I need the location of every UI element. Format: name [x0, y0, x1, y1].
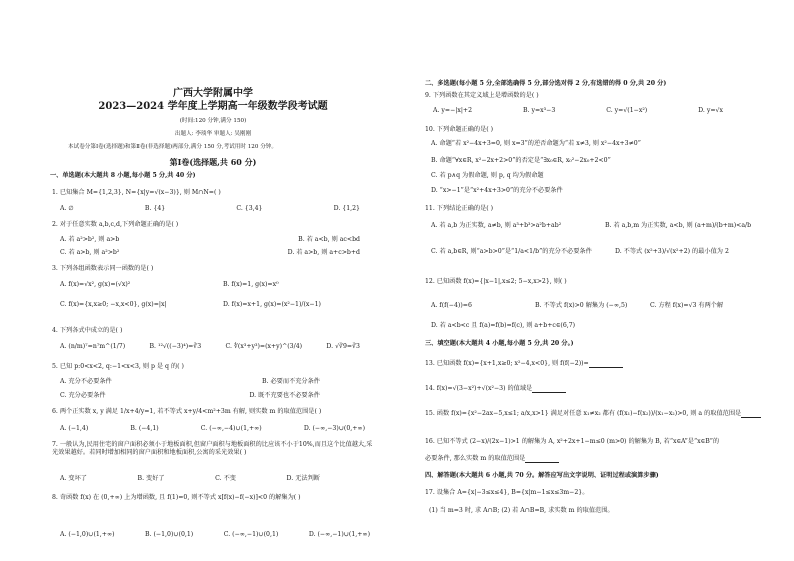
q16-stem-line1: 16. 已知不等式 (2−x)/(2x−1)>1 的解集为 A, x²+2x+1−m≤0 (m>0) 的解集为 B, 若“x∈A”是“x∈B”的 [425, 438, 720, 445]
q14-stem [425, 385, 760, 393]
q4-option-c: C. ∜(x³+y³)=(x+y)^(3/4) [225, 343, 303, 350]
q14-blank [532, 386, 566, 393]
q3-option-d: D. f(x)=x+1, g(x)=(x²−1)/(x−1) [223, 301, 321, 308]
q6-option-a: A. (−1,4) [60, 425, 89, 432]
q2-option-b: B. 若 a<b, 则 ac<bd [298, 236, 360, 243]
q6-option-b: B. (−4,1) [130, 425, 159, 432]
q11-option-c: C. 若 a,b∈R, 则“a>b>0”是“1/a<1/b”的充分不必要条件 [431, 248, 592, 255]
q4-stem: 4. 下列各式中成立的是( ) [52, 327, 123, 334]
q8-option-b: B. (−1,0)∪(0,1) [145, 531, 194, 538]
q1-option-a: A. ∅ [60, 205, 74, 212]
q2-option-d: D. 若 a>b, 则 a+c>b+d [287, 249, 360, 256]
q11-stem: 11. 下列结论正确的是( ) [425, 205, 494, 212]
q14-text: 14. f(x)=√(3−x²)+√(x²−3) 的值域是 [425, 385, 533, 392]
q3-option-c: C. f(x)={x,x≥0; −x,x<0}, g(x)=|x| [60, 301, 167, 308]
section4-heading: 四、解答题(本大题共 6 小题,共 70 分。解答应写出文字说明、证明过程或演算步骤) [425, 472, 659, 479]
volume-1-title: 第Ⅰ卷(选择题,共 60 分) [169, 157, 257, 167]
q16-stem-line2 [425, 455, 760, 463]
q2-options-row2 [60, 249, 360, 257]
q10-stem: 10. 下列命题正确的是( ) [425, 126, 494, 133]
section1-heading: 一、单选题(本大题共 8 小题,每小题 5 分,共 40 分) [50, 172, 196, 179]
q10-option-b: B. 命题“∀x∈R, x²−2x+2>0”的否定是“∃x₀∈R, x₀²−2x₀+2<0” [431, 157, 611, 164]
q10-option-c: C. 若 p∧q 为假命题, 则 p, q 均为假命题 [431, 172, 544, 179]
q9-option-b: B. y=x³−3 [523, 107, 556, 114]
q16-blank [525, 456, 559, 463]
q5-option-d: D. 既不充要也不必要条件 [249, 392, 320, 399]
q1-options [60, 205, 360, 213]
q13-stem [425, 360, 760, 368]
q7-option-b: B. 变好了 [137, 475, 165, 482]
q15-stem [425, 410, 760, 418]
q16-text: 必要条件, 那么实数 m 的取值范围是 [425, 455, 526, 462]
q6-option-d: D. (−∞,−3)∪(0,+∞) [303, 425, 365, 432]
q5-stem: 5. 已知 p:0<x<2, q:−1<x<3, 则 p 是 q 的( ) [52, 363, 184, 370]
q8-options [60, 531, 370, 539]
q12-option-c: C. 方程 f(x)=√3 有两个解 [650, 302, 724, 309]
q13-text: 13. 已知函数 f(x)={x+1,x≥0; x²−4,x<0}, 则 f(f(−2))= [425, 360, 589, 367]
q4-option-d: D. √∛9=∛3 [326, 343, 360, 350]
q7-option-c: C. 不变 [215, 475, 236, 482]
q10-option-d: D. “x>−1”是“x²+4x+3>0”的充分不必要条件 [431, 187, 563, 194]
q8-option-d: D. (−∞,−1)∪(1,+∞) [308, 531, 370, 538]
q3-option-a: A. f(x)=√x², g(x)=(√x)² [60, 281, 131, 288]
q11-option-d: D. 不等式 (x²+3)/√(x²+2) 的最小值为 2 [615, 248, 729, 255]
q8-option-c: C. (−∞,−1)∪(0,1) [223, 531, 279, 538]
q17-parts: (1) 当 m=3 时, 求 A∩B; (2) 若 A∩B=B, 求实数 m 的取值范围。 [429, 507, 614, 514]
time-score: (时间:120 分钟,满分 150) [179, 118, 247, 124]
q9-options [433, 107, 723, 115]
q12-option-d: D. 若 a<b<c 且 f(a)=f(b)=f(c), 则 a+b+c∈(6,7) [431, 322, 576, 329]
setters: 出题人: 李琰华 审题人: 吴刚刚 [174, 131, 252, 137]
right-column [425, 0, 760, 561]
q2-option-c: C. 若 a>b, 则 a²>b² [60, 249, 120, 256]
q8-stem: 8. 奇函数 f(x) 在 (0,+∞) 上为增函数, 且 f(1)=0, 则不等式 x[f(x)−f(−x)]<0 的解集为( ) [52, 494, 301, 501]
q7-stem: 7. 一般认为,民用住宅的窗户面积必须小于地板面积,但窗户面积与地板面积的比应该不小于10%,而且这个比值越大,采光效果越好。若同时增加相同的窗户面积和地板面积,公寓的采光效果( ) [52, 441, 373, 456]
q13-blank [589, 361, 623, 368]
q15-text: 15. 函数 f(x)={x²−2ax−5,x≤1; a/x,x>1} 满足对任意 x₁≠x₂ 都有 (f(x₁)−f(x₂))/(x₁−x₂)>0, 则 a 的取值范围是 [425, 410, 742, 417]
q3-option-b: B. f(x)=1, g(x)=x⁰ [223, 281, 279, 288]
q1-stem: 1. 已知集合 M={1,2,3}, N={x|y=√(x−3)}, 则 M∩N=( ) [52, 189, 221, 196]
q12-option-a: A. f(f(−4))=6 [431, 302, 472, 309]
q9-stem: 9. 下列函数在其定义域上是增函数的是( ) [425, 92, 539, 99]
q6-options [60, 425, 365, 433]
q9-option-c: C. y=√(1−x²) [606, 107, 648, 114]
q11-option-a: A. 若 a,b 为正实数, a≠b, 则 a³+b³>a²b+ab² [431, 222, 562, 229]
exam-title: 2023—2024 学年度上学期高一年级数学段考试题 [98, 101, 328, 112]
left-column [48, 0, 378, 561]
q4-options [60, 343, 360, 351]
q12-stem: 12. 已知函数 f(x)={|x−1|,x≤2; 5−x,x>2}, 则( ) [425, 278, 567, 285]
instructions: 本试卷分第Ⅰ卷(选择题)和第Ⅱ卷(非选择题)两部分,满分 150 分,考试用时 120 分钟。 [68, 144, 277, 150]
q7-option-d: D. 无法判断 [286, 475, 320, 482]
q5-option-b: B. 必要而不充分条件 [262, 378, 320, 385]
q5-option-c: C. 充分必要条件 [60, 392, 106, 399]
q5-options-row2 [60, 392, 320, 400]
q17-stem: 17. 设集合 A={x|−3≤x≤4}, B={x|m−1≤x≤3m−2}。 [425, 489, 589, 496]
q10-option-a: A. 命题“若 x²−4x+3=0, 则 x=3”的逆否命题为“若 x≠3, 则 x²−4x+3≠0” [431, 140, 641, 147]
q3-stem: 3. 下列各组函数表示同一函数的是( ) [52, 265, 154, 272]
q15-blank [741, 411, 761, 418]
q4-option-a: A. (n/m)⁷=n⁷m^(1/7) [60, 343, 126, 350]
q1-option-c: C. {3,4} [236, 205, 263, 212]
q1-option-d: D. {1,2} [333, 205, 360, 212]
q11-option-b: B. 若 a,b,m 为正实数, a<b, 则 (a+m)/(b+m)<a/b [605, 222, 752, 229]
school-name: 广西大学附属中学 [173, 88, 253, 99]
q5-option-a: A. 充分不必要条件 [60, 378, 112, 385]
q12-option-b: B. 不等式 f(x)>0 解集为 (−∞,5) [535, 302, 628, 309]
q4-option-b: B. ¹²√((−3)⁴)=∛3 [149, 343, 202, 350]
q2-stem: 2. 对于任意实数 a,b,c,d,下列命题正确的是( ) [52, 221, 179, 228]
q6-stem: 6. 两个正实数 x, y 满足 1/x+4/y=1, 若不等式 x+y/4<m²+3m 有解, 则实数 m 的取值范围是( ) [52, 408, 322, 415]
q9-option-d: D. y=√x [698, 107, 723, 114]
q7-option-a: A. 变坏了 [60, 475, 87, 482]
q8-option-a: A. (−1,0)∪(1,+∞) [60, 531, 115, 538]
q9-option-a: A. y=−|x|+2 [433, 107, 473, 114]
q2-options-row1 [60, 236, 360, 244]
q1-option-b: B. {4} [144, 205, 166, 212]
section3-heading: 三、填空题(本大题共 4 小题,每小题 5 分,共 20 分。) [425, 340, 574, 347]
q2-option-a: A. 若 a²>b², 则 a>b [60, 236, 120, 243]
section2-heading: 二、多选题(每小题 5 分,全部选确得 5 分,部分选对得 2 分,有选错的得 0 分,共 20 分) [425, 80, 667, 87]
q7-options [60, 475, 320, 483]
q5-options-row1 [60, 378, 320, 386]
q6-option-c: C. (−∞,−4)∪(1,+∞) [200, 425, 262, 432]
